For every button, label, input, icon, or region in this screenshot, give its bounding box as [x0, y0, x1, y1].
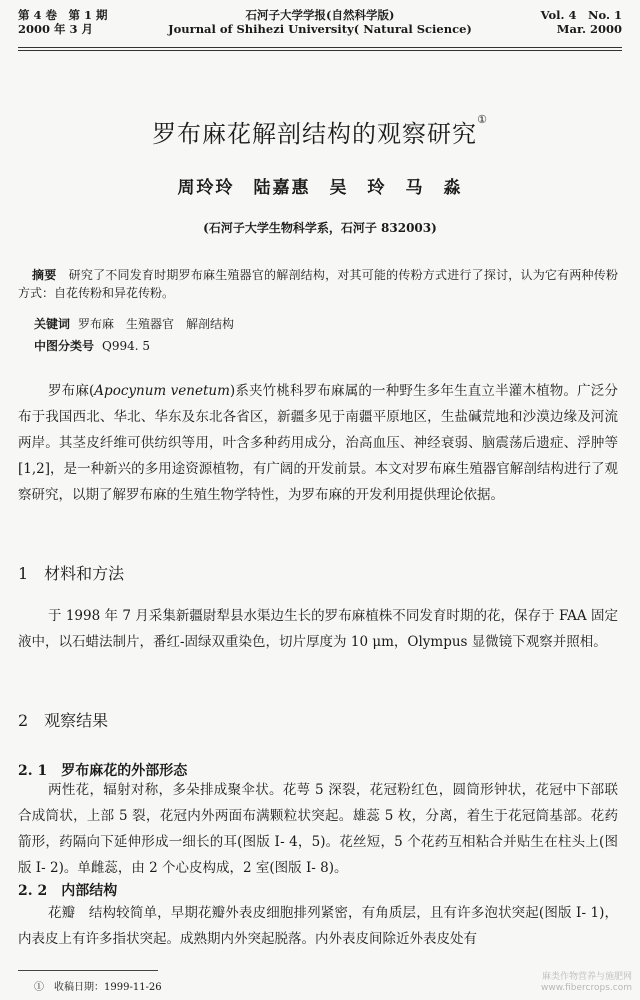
intro-text-rest: )系夹竹桃科罗布麻属的一种野生多年生直立半灌木植物。广泛分布于我国西北、华北、华东及东北各省区，新疆多见于南疆平原地区，生盐碱荒地和沙漠边缘及河流两岸。其茎皮纤维可供纺织等用，叶含多种药用成分，治高血压、神经衰弱、脑震荡后遗症、浮肿等[1,2]，是一种新兴的多用途资源植物，有广阔的开发前景。本文对罗布麻生殖器官解剖结构进行了观察研究，以期了解罗布麻的生殖生物学特性，为罗布麻的开发利用提供理论依据。: [18, 383, 618, 503]
date-line: 2000 年 3 月: [18, 22, 94, 36]
subsection-2-2-paragraph: 花瓣 结构较简单，早期花瓣外表皮细胞排列紧密，有角质层，且有许多泡状突起(图版 Ⅰ- 1)，内表皮上有许多指状突起。成熟期内外突起脱落。内外表皮间除近外表皮处有: [18, 905, 618, 947]
paper-title-text: 罗布麻花解剖结构的观察研究: [152, 120, 478, 148]
intro-paragraph: [18, 378, 618, 508]
section-1-paragraph: 于 1998 年 7 月采集新疆尉犁县水渠边生长的罗布麻植株不同发育时期的花，保存于 FAA 固定液中，以石蜡法制片，番红-固绿双重染色，切片厚度为 10 μm，Olympus 显微镜下观察并照相。: [18, 608, 618, 650]
paper-title: [0, 114, 640, 149]
watermark-line-1: 麻类作物营养与施肥网: [541, 972, 632, 982]
latin-name: Apocynum venetum: [94, 383, 230, 399]
date-en-line: Mar. 2000: [556, 22, 622, 36]
abstract-label: 摘要: [32, 268, 57, 282]
authors: 周玲玲 陆嘉惠 吴 玲 马 淼: [177, 178, 463, 198]
volume-issue-line: 第 4 卷 第 1 期: [18, 8, 108, 22]
subsection-2-1-heading: 2. 1 罗布麻花的外部形态: [18, 763, 188, 779]
classification: [34, 337, 150, 354]
header-rule-2: [18, 50, 622, 51]
classification-text: Q994. 5: [102, 339, 151, 353]
journal-name: [18, 8, 622, 36]
subsection-2-2-heading: 2. 2 内部结构: [18, 883, 118, 899]
keywords-label: 关键词: [34, 317, 71, 331]
footnote: ① 收稿日期：1999-11-26: [34, 982, 162, 993]
intro-text-start: 罗布麻(: [48, 383, 95, 399]
classification-label: 中图分类号: [34, 339, 95, 353]
keywords-text: 罗布麻 生殖器官 解剖结构: [78, 317, 235, 331]
subsection-2-1-paragraph: 两性花，辐射对称，多朵排成聚伞状。花萼 5 深裂，花冠粉红色，圆筒形钟状，花冠中下部联合成筒状，上部 5 裂，花冠内外两面布满颗粒状突起。雄蕊 5 枚，分离，着生于花冠筒基部。花药箭形，药隔向下延伸形成一细长的耳(图版 Ⅰ- 4，5)。花丝短，5 个花药互相粘合并贴生在柱头上(图版 Ⅰ- 2)。单雌蕊，由 2 个心皮构成，2 室(图版 Ⅰ- 8)。: [18, 782, 618, 876]
journal-name-cn: 石河子大学学报(自然科学版): [245, 8, 395, 22]
affiliation: (石河子大学生物科学系，石河子 832003): [203, 221, 437, 235]
journal-name-en: Journal of Shihezi University( Natural Science): [168, 22, 472, 36]
watermark: [541, 972, 632, 994]
section-2-heading: 2 观察结果: [18, 711, 109, 730]
volume-issue-en: [541, 8, 622, 36]
footnote-rule: [18, 970, 158, 971]
header-rule: [18, 47, 622, 48]
abstract-text: 研究了不同发育时期罗布麻生殖器官的解剖结构，对其可能的传粉方式进行了探讨，认为它有两种传粉方式：自花传粉和异花传粉。: [18, 268, 618, 300]
watermark-line-2: www.fibercrops.com: [541, 983, 632, 993]
volume-issue-en-line: Vol. 4 No. 1: [540, 8, 622, 22]
abstract: [18, 266, 618, 302]
section-1-heading: 1 材料和方法: [18, 564, 125, 583]
keywords: [34, 315, 234, 332]
title-note-marker: ①: [477, 113, 488, 126]
